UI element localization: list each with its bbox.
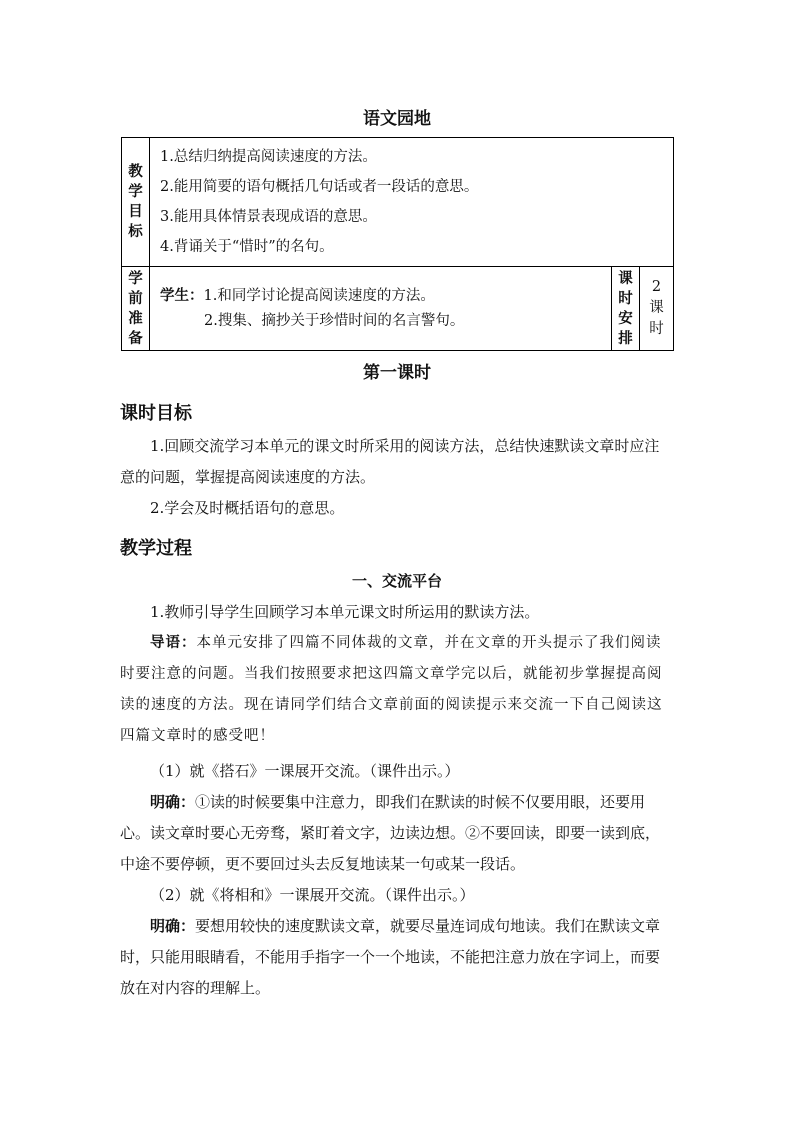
- goal-item: 2.能用简要的语句概括几句话或者一段话的意思。: [160, 179, 479, 195]
- clarify-paragraph: [120, 787, 668, 880]
- schedule-value-char: 课: [649, 300, 664, 316]
- schedule-label: [612, 267, 640, 351]
- prep-row: [122, 267, 674, 351]
- clarify-text: 要想用较快的速度默读文章，就要尽量连词成句地读。我们在默读文章时，只能用眼睛看，不能用手指字一个一个地读，不能把注意力放在字词上，而要放在对内容的理解上。: [120, 917, 661, 997]
- schedule-label-char: 排: [618, 330, 633, 347]
- intro-paragraph: [120, 628, 668, 752]
- clarify-text: ①读的时候要集中注意力，即我们在默读的时候不仅要用眼，还要用心。读文章时要心无旁骛，紧盯着文字，边读边想。②不要回读，即要一读到底，中途不要停顿，更不要回过头去反复地读某一句或某一段话。: [120, 793, 661, 873]
- lesson-plan-table: [121, 137, 674, 351]
- process-subheading: 一、交流平台: [351, 572, 442, 590]
- schedule-value-char: 时: [649, 321, 664, 337]
- intro-text: 本单元安排了四篇不同体裁的文章，并在文章的开头提示了我们阅读时要注意的问题。当我们按照要求把这四篇文章学完以后，就能初步掌握提高阅读的速度的方法。现在请同学们结合文章前面的阅读提示来交流一下自己阅读这四篇文章时的感受吧！: [120, 635, 663, 744]
- objectives-heading: 课时目标: [120, 403, 192, 424]
- prep-label-char: 前: [128, 290, 143, 307]
- process-step: 1.教师引导学生回顾学习本单元课文时所运用的默读方法。: [150, 603, 540, 621]
- discussion-item: （1）就《搭石》一课展开交流。（课件出示。）: [150, 762, 460, 780]
- goals-list: [150, 138, 674, 267]
- goals-label: [122, 138, 150, 267]
- prep-line-2: 2.搜集、摘抄关于珍惜时间的名言警句。: [204, 312, 465, 329]
- prep-label-char: 学: [128, 270, 143, 287]
- prep-label-char: 备: [128, 330, 143, 347]
- clarify-lead: 明确：: [150, 917, 196, 935]
- lesson-title: 第一课时: [363, 363, 431, 383]
- objective-item: 1.回顾交流学习本单元的课文时所采用的阅读方法，总结快速默读文章时应注意的问题，掌握提高阅读速度的方法。: [120, 437, 660, 486]
- goal-item: 4.背诵关于“惜时”的名句。: [160, 239, 334, 255]
- prep-content: [150, 267, 612, 351]
- discussion-item: （2）就《将相和》一课展开交流。（课件出示。）: [150, 886, 475, 904]
- schedule-label-char: 课: [618, 270, 633, 287]
- prep-lead: 学生：: [160, 287, 204, 304]
- objective-item: 2.学会及时概括语句的意思。: [150, 499, 345, 517]
- document-title: 语文园地: [363, 109, 431, 129]
- prep-label-char: 准: [128, 310, 143, 327]
- prep-line-1: [160, 284, 611, 309]
- goals-label-char: 标: [128, 224, 143, 240]
- schedule-label-char: 时: [618, 290, 633, 307]
- schedule-value: [640, 267, 674, 351]
- intro-lead: 导语：: [150, 635, 197, 651]
- goal-item: 3.能用具体情景表现成语的意思。: [160, 209, 377, 225]
- goals-label-char: 目: [128, 204, 143, 220]
- schedule-label-char: 安: [618, 310, 633, 327]
- clarify-paragraph: [120, 911, 668, 1004]
- process-heading: 教学过程: [120, 538, 192, 559]
- goals-row: [122, 138, 674, 267]
- goals-label-char: 教: [128, 164, 143, 180]
- prep-item: 1.和同学讨论提高阅读速度的方法。: [203, 287, 435, 304]
- prep-label: [122, 267, 150, 351]
- goal-item: 1.总结归纳提高阅读速度的方法。: [160, 149, 377, 165]
- goals-label-char: 学: [128, 184, 143, 200]
- clarify-lead: 明确：: [150, 793, 196, 811]
- schedule-value-char: 2: [651, 279, 662, 295]
